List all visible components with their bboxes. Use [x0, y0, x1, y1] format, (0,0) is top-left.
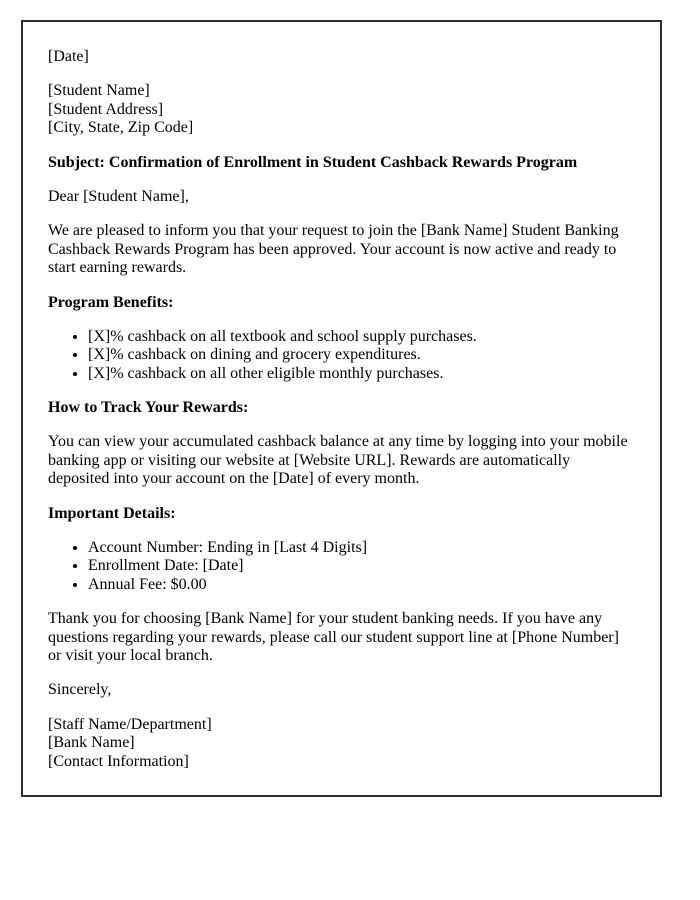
closing-paragraph: Thank you for choosing [Bank Name] for your student banking needs. If you have any questions regarding your rewards, please call our student support line at [Phone Number] or visit your local branch.	[48, 610, 619, 664]
benefits-list	[48, 328, 635, 383]
subject-line: Subject: Confirmation of Enrollment in Student Cashback Rewards Program	[48, 153, 578, 171]
details-list	[48, 539, 635, 594]
benefits-list-item: • [X]% cashback on all textbook and school supply purchases.	[88, 328, 635, 346]
signoff-line: Sincerely,	[48, 681, 112, 699]
date-line: [Date]	[48, 48, 89, 65]
benefits-heading: Program Benefits:	[48, 293, 174, 311]
recipient-address-block	[48, 82, 635, 137]
signature-bank-line: [Bank Name]	[48, 734, 135, 752]
benefits-list-item: • [X]% cashback on all other eligible monthly purchases.	[88, 365, 635, 383]
signature-contact-line: [Contact Information]	[48, 752, 189, 770]
signature-block	[48, 716, 635, 771]
intro-paragraph: We are pleased to inform you that your request to join the [Bank Name] Student Banking Cashback Rewards Program has been approved. Your account is now active and ready to start earning rewards.	[48, 222, 619, 277]
details-list-item: • Annual Fee: $0.00	[88, 576, 635, 594]
letter-page	[21, 20, 662, 797]
recipient-address-line: [Student Address]	[48, 100, 164, 118]
tracking-heading: How to Track Your Rewards:	[48, 399, 249, 417]
tracking-paragraph: You can view your accumulated cashback balance at any time by logging into your mobile banking app or visiting our website at [Website URL]. Rewards are automatically deposited into your account on the [Date] of every month.	[48, 433, 628, 488]
benefits-list-item: • [X]% cashback on dining and grocery expenditures.	[88, 346, 635, 364]
recipient-city-state-zip-line: [City, State, Zip Code]	[48, 119, 194, 137]
recipient-name-line: [Student Name]	[48, 82, 150, 100]
salutation-line: Dear [Student Name],	[48, 187, 189, 205]
details-list-item: • Account Number: Ending in [Last 4 Digits]	[88, 539, 635, 557]
signature-staff-line: [Staff Name/Department]	[48, 715, 212, 733]
details-list-item: • Enrollment Date: [Date]	[88, 557, 635, 575]
details-heading: Important Details:	[48, 504, 176, 522]
